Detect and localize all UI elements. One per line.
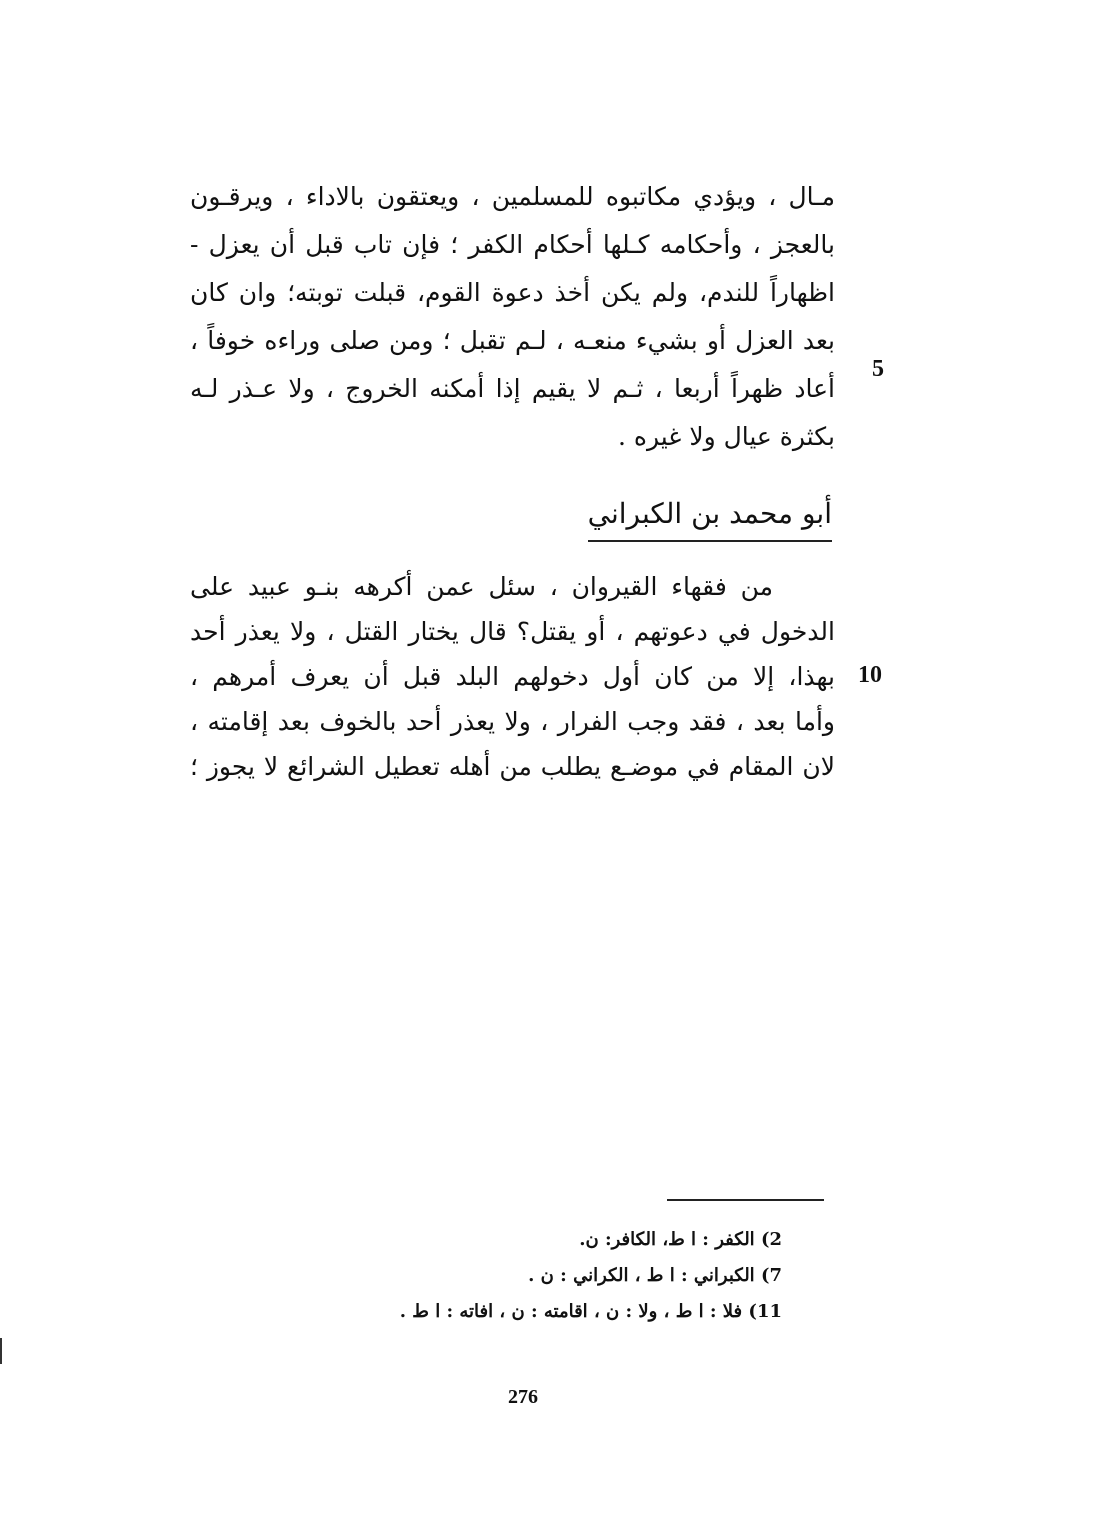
text-line: مـال ، ويؤدي مكاتبوه للمسلمين ، ويعتقون بالاداء ، ويرقـون [190, 182, 835, 211]
text-line: من فقهاء القيروان ، سئل عمن أكرهه بنـو عبيد على [190, 572, 773, 601]
text-line: بالعجز ، وأحكامه كـلها أحكام الكفر ؛ فإن تاب قبل أن يعزل - [190, 230, 835, 259]
paragraph-2 [190, 563, 835, 803]
scan-edge-mark [0, 1338, 2, 1364]
text-line: الدخول في دعوتهم ، أو يقتل؟ قال يختار القتل ، ولا يعذر أحد [190, 617, 835, 646]
page-number: 276 [508, 1386, 538, 1408]
line-number: 5 [872, 356, 884, 382]
footnotes [400, 1222, 782, 1330]
text-line: اظهاراً للندم، ولم يكن أخذ دعوة القوم، قبلت توبته؛ وان كان [190, 278, 835, 307]
footnote: 7) الكبراني : ا ط ، الكراني : ن . [528, 1265, 782, 1286]
text-line: وأما بعد ، فقد وجب الفرار ، ولا يعذر أحد بالخوف بعد إقامته ، [190, 707, 835, 736]
text-line: بعد العزل أو بشيء منعـه ، لـم تقبل ؛ ومن صلى وراءه خوفاً ، [190, 326, 835, 355]
text-line: لان المقام في موضـع يطلب من أهله تعطيل الشرائع لا يجوز ؛ [190, 752, 835, 781]
text-line: بهذا، إلا من كان أول دخولهم البلد قبل أن يعرف أمرهم ، [190, 662, 835, 691]
footnote: 11) فلا : ا ط ، ولا : ن ، اقامته : ن ، افاته : ا ط . [399, 1301, 782, 1322]
line-number: 10 [858, 662, 882, 688]
footnote: 2) الكفر : ا ط، الكافر: ن. [579, 1229, 782, 1250]
text-line: بكثرة عيال ولا غيره . [617, 422, 835, 451]
paragraph-1 [190, 173, 835, 461]
footnote-divider [667, 1199, 824, 1201]
text-line: أعاد ظهراً أربعا ، ثـم لا يقيم إذا أمكنه الخروج ، ولا عـذر لـه [190, 374, 835, 403]
section-heading: أبو محمد بن الكبراني [588, 492, 832, 542]
